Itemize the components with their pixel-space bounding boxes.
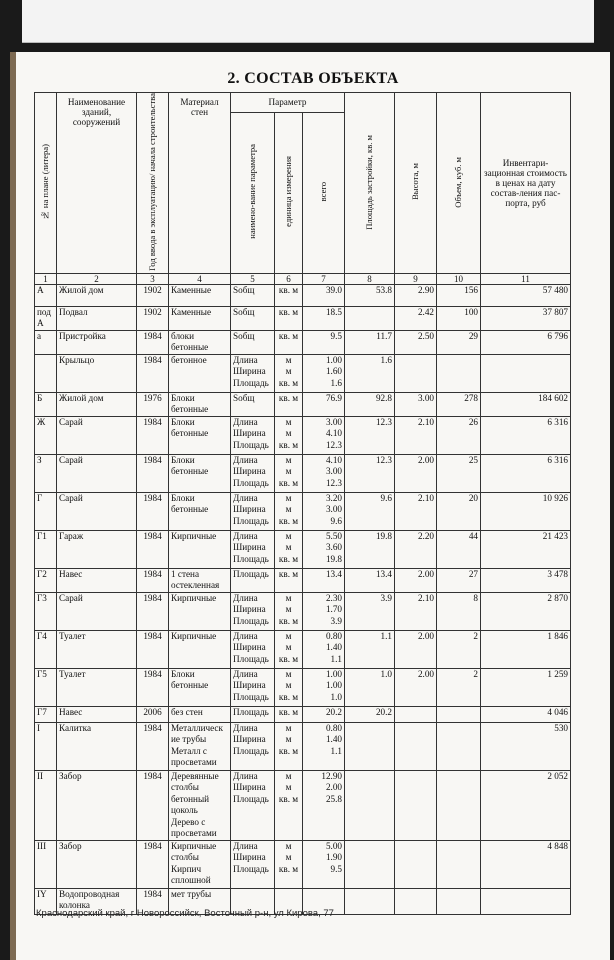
cell-built-area: 20.2 <box>345 706 395 722</box>
header-built-area: Площадь застройки, кв. м <box>345 93 395 274</box>
cell-year: 1902 <box>137 306 169 330</box>
header-volume: Объем, куб. м <box>437 93 481 274</box>
cell-wall-material: Блоки бетонные <box>169 392 231 416</box>
cell-volume: 156 <box>437 284 481 306</box>
cell-volume: 2 <box>437 630 481 668</box>
table-row <box>35 354 571 392</box>
cell-volume: 44 <box>437 530 481 568</box>
cell-volume: 29 <box>437 330 481 354</box>
cell-height: 2.10 <box>395 492 437 530</box>
cell-param-name: Sобщ <box>231 306 275 330</box>
cell-total: 3.00 4.10 12.3 <box>303 416 345 454</box>
cell-unit: м м кв. м <box>275 416 303 454</box>
cell-volume: 20 <box>437 492 481 530</box>
cell-volume <box>437 722 481 770</box>
cell-plan-number: II <box>35 770 57 840</box>
cell-param-name: Sобщ <box>231 284 275 306</box>
cell-height: 2.00 <box>395 668 437 706</box>
address-footer: Краснодарский край, г Новороссийск, Восточный р-н, ул Кирова, 77 <box>36 908 334 919</box>
cell-plan-number: Г7 <box>35 706 57 722</box>
cell-unit: кв. м <box>275 392 303 416</box>
cell-plan-number: а <box>35 330 57 354</box>
cell-param-name: Длина Ширина Площадь <box>231 592 275 630</box>
cell-plan-number: Ж <box>35 416 57 454</box>
cell-year: 1984 <box>137 770 169 840</box>
column-number-row: 1 2 3 4 5 6 7 8 9 10 11 <box>35 273 571 284</box>
cell-volume <box>437 888 481 914</box>
cell-height <box>395 722 437 770</box>
cell-volume <box>437 706 481 722</box>
cell-built-area <box>345 840 395 888</box>
cell-wall-material: Кирпичные <box>169 530 231 568</box>
cell-param-name: Длина Ширина Площадь <box>231 416 275 454</box>
cell-built-area: 12.3 <box>345 454 395 492</box>
cell-unit: м м кв. м <box>275 722 303 770</box>
cell-built-area <box>345 770 395 840</box>
cell-height: 2.50 <box>395 330 437 354</box>
header-unit: единица измерения <box>275 112 303 273</box>
cell-wall-material: Кирпичные <box>169 630 231 668</box>
cell-param-name: Площадь <box>231 706 275 722</box>
cell-unit: кв. м <box>275 706 303 722</box>
cell-year: 1984 <box>137 722 169 770</box>
cell-unit: м м кв. м <box>275 592 303 630</box>
cell-total: 1.00 1.00 1.0 <box>303 668 345 706</box>
cell-year: 1984 <box>137 354 169 392</box>
cell-built-area <box>345 888 395 914</box>
cell-volume: 2 <box>437 668 481 706</box>
cell-plan-number: Б <box>35 392 57 416</box>
cell-built-area: 1.0 <box>345 668 395 706</box>
cell-plan-number: Г <box>35 492 57 530</box>
cell-volume <box>437 354 481 392</box>
cell-total: 13.4 <box>303 568 345 592</box>
cell-building-name: Навес <box>57 706 137 722</box>
table-row <box>35 770 571 840</box>
cell-wall-material: Деревянные столбы бетонный цоколь Дерево с просветами <box>169 770 231 840</box>
cell-year: 1984 <box>137 330 169 354</box>
cell-building-name: Жилой дом <box>57 392 137 416</box>
cell-year: 1984 <box>137 840 169 888</box>
cell-unit: кв. м <box>275 306 303 330</box>
cell-year: 1984 <box>137 630 169 668</box>
cell-total: 4.10 3.00 12.3 <box>303 454 345 492</box>
cell-inventory-cost: 2 052 <box>481 770 571 840</box>
cell-volume: 25 <box>437 454 481 492</box>
cell-plan-number <box>35 354 57 392</box>
table-row <box>35 330 571 354</box>
page-title: 2. СОСТАВ ОБЪЕКТА <box>227 70 399 87</box>
cell-total: 18.5 <box>303 306 345 330</box>
cell-wall-material: Блоки бетонные <box>169 492 231 530</box>
cell-year: 1984 <box>137 416 169 454</box>
cell-building-name: Сарай <box>57 416 137 454</box>
header-wall-material: Материал стен <box>169 93 231 274</box>
cell-year: 1984 <box>137 568 169 592</box>
cell-built-area: 1.6 <box>345 354 395 392</box>
header-year: Год ввода в эксплуатацию/ начала строительства <box>137 93 169 274</box>
table-row <box>35 284 571 306</box>
cell-total: 12.90 2.00 25.8 <box>303 770 345 840</box>
cell-unit: м м кв. м <box>275 454 303 492</box>
cell-building-name: Подвал <box>57 306 137 330</box>
cell-built-area: 13.4 <box>345 568 395 592</box>
cell-inventory-cost: 6 316 <box>481 454 571 492</box>
cell-building-name: Пристройка <box>57 330 137 354</box>
cell-built-area <box>345 306 395 330</box>
cell-volume: 8 <box>437 592 481 630</box>
table-row <box>35 530 571 568</box>
table-row <box>35 668 571 706</box>
cell-inventory-cost: 4 848 <box>481 840 571 888</box>
cell-height: 2.00 <box>395 568 437 592</box>
cell-year: 1984 <box>137 530 169 568</box>
table-row <box>35 630 571 668</box>
cell-building-name: Гараж <box>57 530 137 568</box>
cell-unit: м м кв. м <box>275 530 303 568</box>
cell-inventory-cost: 184 602 <box>481 392 571 416</box>
cell-built-area: 9.6 <box>345 492 395 530</box>
cell-param-name: Длина Ширина Площадь <box>231 668 275 706</box>
cell-plan-number: З <box>35 454 57 492</box>
cell-inventory-cost: 37 807 <box>481 306 571 330</box>
cell-building-name: Сарай <box>57 492 137 530</box>
cell-total: 0.80 1.40 1.1 <box>303 630 345 668</box>
cell-unit: м м кв. м <box>275 354 303 392</box>
header-plan-number: № на плане (литера) <box>35 93 57 274</box>
header-total: всего <box>303 112 345 273</box>
cell-built-area: 92.8 <box>345 392 395 416</box>
cell-height: 2.10 <box>395 592 437 630</box>
cell-built-area <box>345 722 395 770</box>
cell-height: 2.10 <box>395 416 437 454</box>
cell-inventory-cost: 57 480 <box>481 284 571 306</box>
cell-param-name: Длина Ширина Площадь <box>231 630 275 668</box>
cell-year: 2006 <box>137 706 169 722</box>
cell-building-name: Водопроводная колонка <box>57 888 137 914</box>
cell-building-name: Забор <box>57 840 137 888</box>
cell-year: 1902 <box>137 284 169 306</box>
cell-param-name: Площадь <box>231 568 275 592</box>
cell-total: 0.80 1.40 1.1 <box>303 722 345 770</box>
cell-building-name: Сарай <box>57 592 137 630</box>
cell-building-name: Туалет <box>57 668 137 706</box>
cell-built-area: 1.1 <box>345 630 395 668</box>
cell-building-name: Крыльцо <box>57 354 137 392</box>
cell-building-name: Жилой дом <box>57 284 137 306</box>
cell-height <box>395 706 437 722</box>
cell-total: 2.30 1.70 3.9 <box>303 592 345 630</box>
cell-unit: м м кв. м <box>275 630 303 668</box>
cell-inventory-cost: 1 846 <box>481 630 571 668</box>
header-height: Высота, м <box>395 93 437 274</box>
cell-year: 1984 <box>137 592 169 630</box>
cell-total: 1.00 1.60 1.6 <box>303 354 345 392</box>
cell-inventory-cost: 10 926 <box>481 492 571 530</box>
cell-inventory-cost: 6 796 <box>481 330 571 354</box>
cell-total: 5.50 3.60 19.8 <box>303 530 345 568</box>
cell-built-area: 12.3 <box>345 416 395 454</box>
header-param-name: наимено-вание параметра <box>231 112 275 273</box>
cell-unit: кв. м <box>275 330 303 354</box>
cell-total: 76.9 <box>303 392 345 416</box>
cell-plan-number: Г1 <box>35 530 57 568</box>
table-row <box>35 592 571 630</box>
cell-unit: кв. м <box>275 284 303 306</box>
cell-plan-number: Г5 <box>35 668 57 706</box>
cell-height: 3.00 <box>395 392 437 416</box>
cell-height: 2.90 <box>395 284 437 306</box>
cell-unit: кв. м <box>275 568 303 592</box>
cell-wall-material: Блоки бетонные <box>169 668 231 706</box>
cell-building-name: Сарай <box>57 454 137 492</box>
cell-inventory-cost: 530 <box>481 722 571 770</box>
cell-unit: м м кв. м <box>275 770 303 840</box>
cell-param-name: Длина Ширина Площадь <box>231 840 275 888</box>
cell-plan-number: Г2 <box>35 568 57 592</box>
table-row <box>35 840 571 888</box>
table-row <box>35 392 571 416</box>
cell-param-name: Длина Ширина Площадь <box>231 354 275 392</box>
table-row <box>35 492 571 530</box>
cell-height: 2.00 <box>395 630 437 668</box>
table-row <box>35 722 571 770</box>
cell-total: 3.20 3.00 9.6 <box>303 492 345 530</box>
scanned-page <box>10 52 610 960</box>
cell-param-name: Sобщ <box>231 330 275 354</box>
cell-built-area: 3.9 <box>345 592 395 630</box>
cell-wall-material: Кирпичные <box>169 592 231 630</box>
cell-height: 2.20 <box>395 530 437 568</box>
cell-wall-material: Кирпичные столбы Кирпич сплошной <box>169 840 231 888</box>
cell-height: 2.42 <box>395 306 437 330</box>
cell-building-name: Навес <box>57 568 137 592</box>
cell-height <box>395 770 437 840</box>
cell-plan-number: Г3 <box>35 592 57 630</box>
cell-wall-material: Каменные <box>169 284 231 306</box>
cell-height <box>395 354 437 392</box>
header-building-name: Наименование зданий, сооружений <box>57 93 137 274</box>
cell-inventory-cost: 21 423 <box>481 530 571 568</box>
cell-param-name: Длина Ширина Площадь <box>231 530 275 568</box>
cell-unit: м м кв. м <box>275 840 303 888</box>
cell-volume: 100 <box>437 306 481 330</box>
cell-inventory-cost <box>481 354 571 392</box>
cell-height: 2.00 <box>395 454 437 492</box>
cell-year: 1984 <box>137 454 169 492</box>
cell-inventory-cost: 2 870 <box>481 592 571 630</box>
cell-plan-number: А <box>35 284 57 306</box>
cell-built-area: 53.8 <box>345 284 395 306</box>
cell-wall-material: без стен <box>169 706 231 722</box>
cell-building-name: Калитка <box>57 722 137 770</box>
object-composition-table <box>34 92 571 915</box>
cell-height <box>395 888 437 914</box>
cell-inventory-cost: 3 478 <box>481 568 571 592</box>
cell-total: 9.5 <box>303 330 345 354</box>
cell-inventory-cost: 1 259 <box>481 668 571 706</box>
cell-param-name: Длина Ширина Площадь <box>231 492 275 530</box>
cell-building-name: Забор <box>57 770 137 840</box>
table-row <box>35 416 571 454</box>
previous-page-strip <box>22 0 594 43</box>
cell-building-name: Туалет <box>57 630 137 668</box>
cell-total: 20.2 <box>303 706 345 722</box>
cell-unit: м м кв. м <box>275 668 303 706</box>
cell-plan-number: I <box>35 722 57 770</box>
header-inventory-cost: Инвентари-зационная стоимость в ценах на дату состав-ления пас-порта, руб <box>481 93 571 274</box>
table-row <box>35 568 571 592</box>
cell-wall-material: мет трубы <box>169 888 231 914</box>
cell-plan-number: IY <box>35 888 57 914</box>
cell-year: 1976 <box>137 392 169 416</box>
cell-year: 1984 <box>137 888 169 914</box>
cell-inventory-cost <box>481 888 571 914</box>
cell-plan-number: под А <box>35 306 57 330</box>
cell-wall-material: бетонное <box>169 354 231 392</box>
cell-wall-material: 1 стена остекленная <box>169 568 231 592</box>
cell-wall-material: Блоки бетонные <box>169 454 231 492</box>
cell-inventory-cost: 6 316 <box>481 416 571 454</box>
cell-volume: 278 <box>437 392 481 416</box>
header-parameter: Параметр <box>231 93 345 113</box>
cell-year: 1984 <box>137 492 169 530</box>
cell-plan-number: Г4 <box>35 630 57 668</box>
table-row <box>35 706 571 722</box>
cell-unit: м м кв. м <box>275 492 303 530</box>
cell-param-name: Длина Ширина Площадь <box>231 722 275 770</box>
cell-volume: 26 <box>437 416 481 454</box>
cell-total: 5.00 1.90 9.5 <box>303 840 345 888</box>
table-row <box>35 454 571 492</box>
cell-year: 1984 <box>137 668 169 706</box>
cell-total: 39.0 <box>303 284 345 306</box>
cell-wall-material: Блоки бетонные <box>169 416 231 454</box>
table-row <box>35 306 571 330</box>
cell-wall-material: блоки бетонные <box>169 330 231 354</box>
cell-plan-number: III <box>35 840 57 888</box>
cell-param-name: Длина Ширина Площадь <box>231 454 275 492</box>
cell-built-area: 19.8 <box>345 530 395 568</box>
cell-param-name: Длина Ширина Площадь <box>231 770 275 840</box>
cell-param-name: Sобщ <box>231 392 275 416</box>
cell-volume <box>437 770 481 840</box>
cell-height <box>395 840 437 888</box>
cell-volume <box>437 840 481 888</box>
cell-wall-material: Каменные <box>169 306 231 330</box>
cell-volume: 27 <box>437 568 481 592</box>
cell-built-area: 11.7 <box>345 330 395 354</box>
cell-wall-material: Металлическ ие трубы Металл с просветами <box>169 722 231 770</box>
cell-inventory-cost: 4 046 <box>481 706 571 722</box>
